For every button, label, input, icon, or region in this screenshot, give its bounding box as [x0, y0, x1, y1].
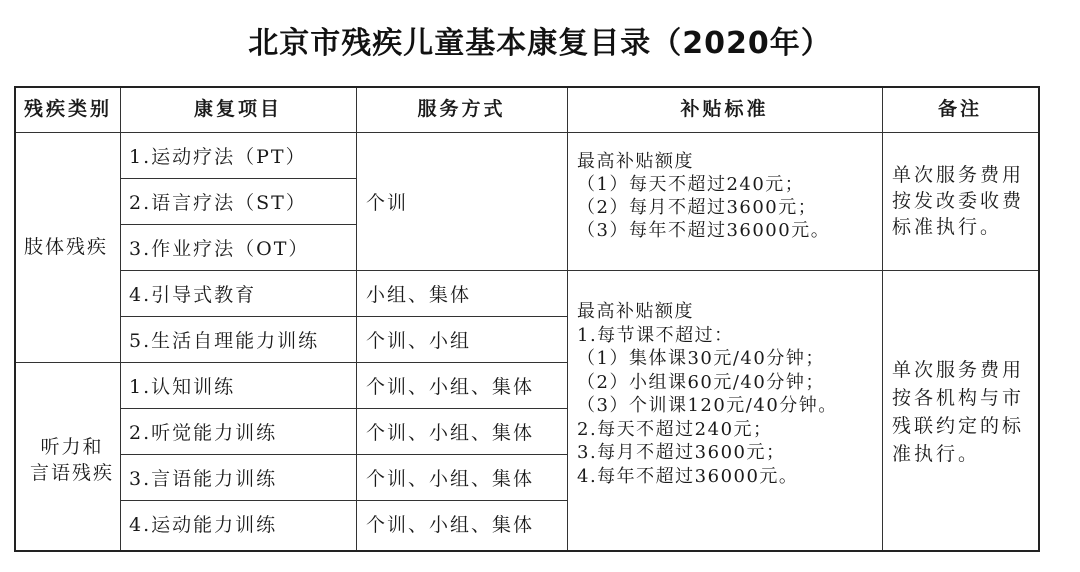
- item-st: 2.语言疗法（ST）: [129, 192, 307, 214]
- row-divider: [120, 500, 567, 501]
- notes-limb: 单次服务费用 按发改委收费 标准执行。: [892, 164, 1025, 238]
- header-item: 康复项目: [193, 98, 282, 120]
- item-pt: 1.运动疗法（PT）: [129, 146, 307, 168]
- row-divider: [120, 408, 567, 409]
- header-notes: 备注: [937, 98, 982, 120]
- category-limb: 肢体残疾: [24, 236, 109, 258]
- item-auditory: 2.听觉能力训练: [129, 422, 278, 444]
- rehab-table: [14, 86, 1040, 552]
- document-title: 北京市残疾儿童基本康复目录（2020年）: [248, 26, 832, 61]
- item-cognitive: 1.认知训练: [129, 376, 236, 398]
- row-divider: [16, 362, 567, 363]
- service-conductive: 小组、集体: [366, 284, 472, 306]
- col-divider: [120, 88, 121, 550]
- row-divider: [120, 224, 356, 225]
- service-selfcare: 个训、小组: [366, 330, 472, 352]
- service-limb-therapy: 个训: [366, 192, 409, 214]
- row-divider: [16, 132, 1038, 133]
- service-speech: 个训、小组、集体: [366, 468, 535, 490]
- item-ot: 3.作业疗法（OT）: [129, 238, 310, 260]
- item-selfcare: 5.生活自理能力训练: [129, 330, 320, 352]
- col-divider: [882, 88, 883, 550]
- category-hearing: 听力和 言语残疾: [29, 436, 114, 484]
- service-auditory: 个训、小组、集体: [366, 422, 535, 444]
- notes-general: 单次服务费用 按各机构与市 残联约定的标 准执行。: [892, 359, 1025, 465]
- subsidy-limb: 最高补贴额度 （1）每天不超过240元； （2）每月不超过3600元； （3）每年不超过36000元。: [577, 151, 831, 241]
- header-subsidy: 补贴标准: [680, 98, 769, 120]
- service-motor: 个训、小组、集体: [366, 514, 535, 536]
- col-divider: [356, 88, 357, 550]
- item-conductive: 4.引导式教育: [129, 284, 257, 306]
- item-motor: 4.运动能力训练: [129, 514, 278, 536]
- header-service: 服务方式: [417, 98, 506, 120]
- row-divider: [120, 316, 567, 317]
- service-cognitive: 个训、小组、集体: [366, 376, 535, 398]
- row-divider: [120, 178, 356, 179]
- header-category: 残疾类别: [23, 98, 112, 120]
- row-divider: [120, 454, 567, 455]
- row-divider: [120, 270, 1038, 271]
- item-speech: 3.言语能力训练: [129, 468, 278, 490]
- col-divider: [567, 88, 568, 550]
- subsidy-general: 最高补贴额度 1.每节课不超过： （1）集体课30元/40分钟； （2）小组课60元/40分钟； （3）个训课120元/40分钟。 2.每天不超过240元； 3.每月不超过3600元； 4.每年不超过36000元。: [577, 301, 838, 487]
